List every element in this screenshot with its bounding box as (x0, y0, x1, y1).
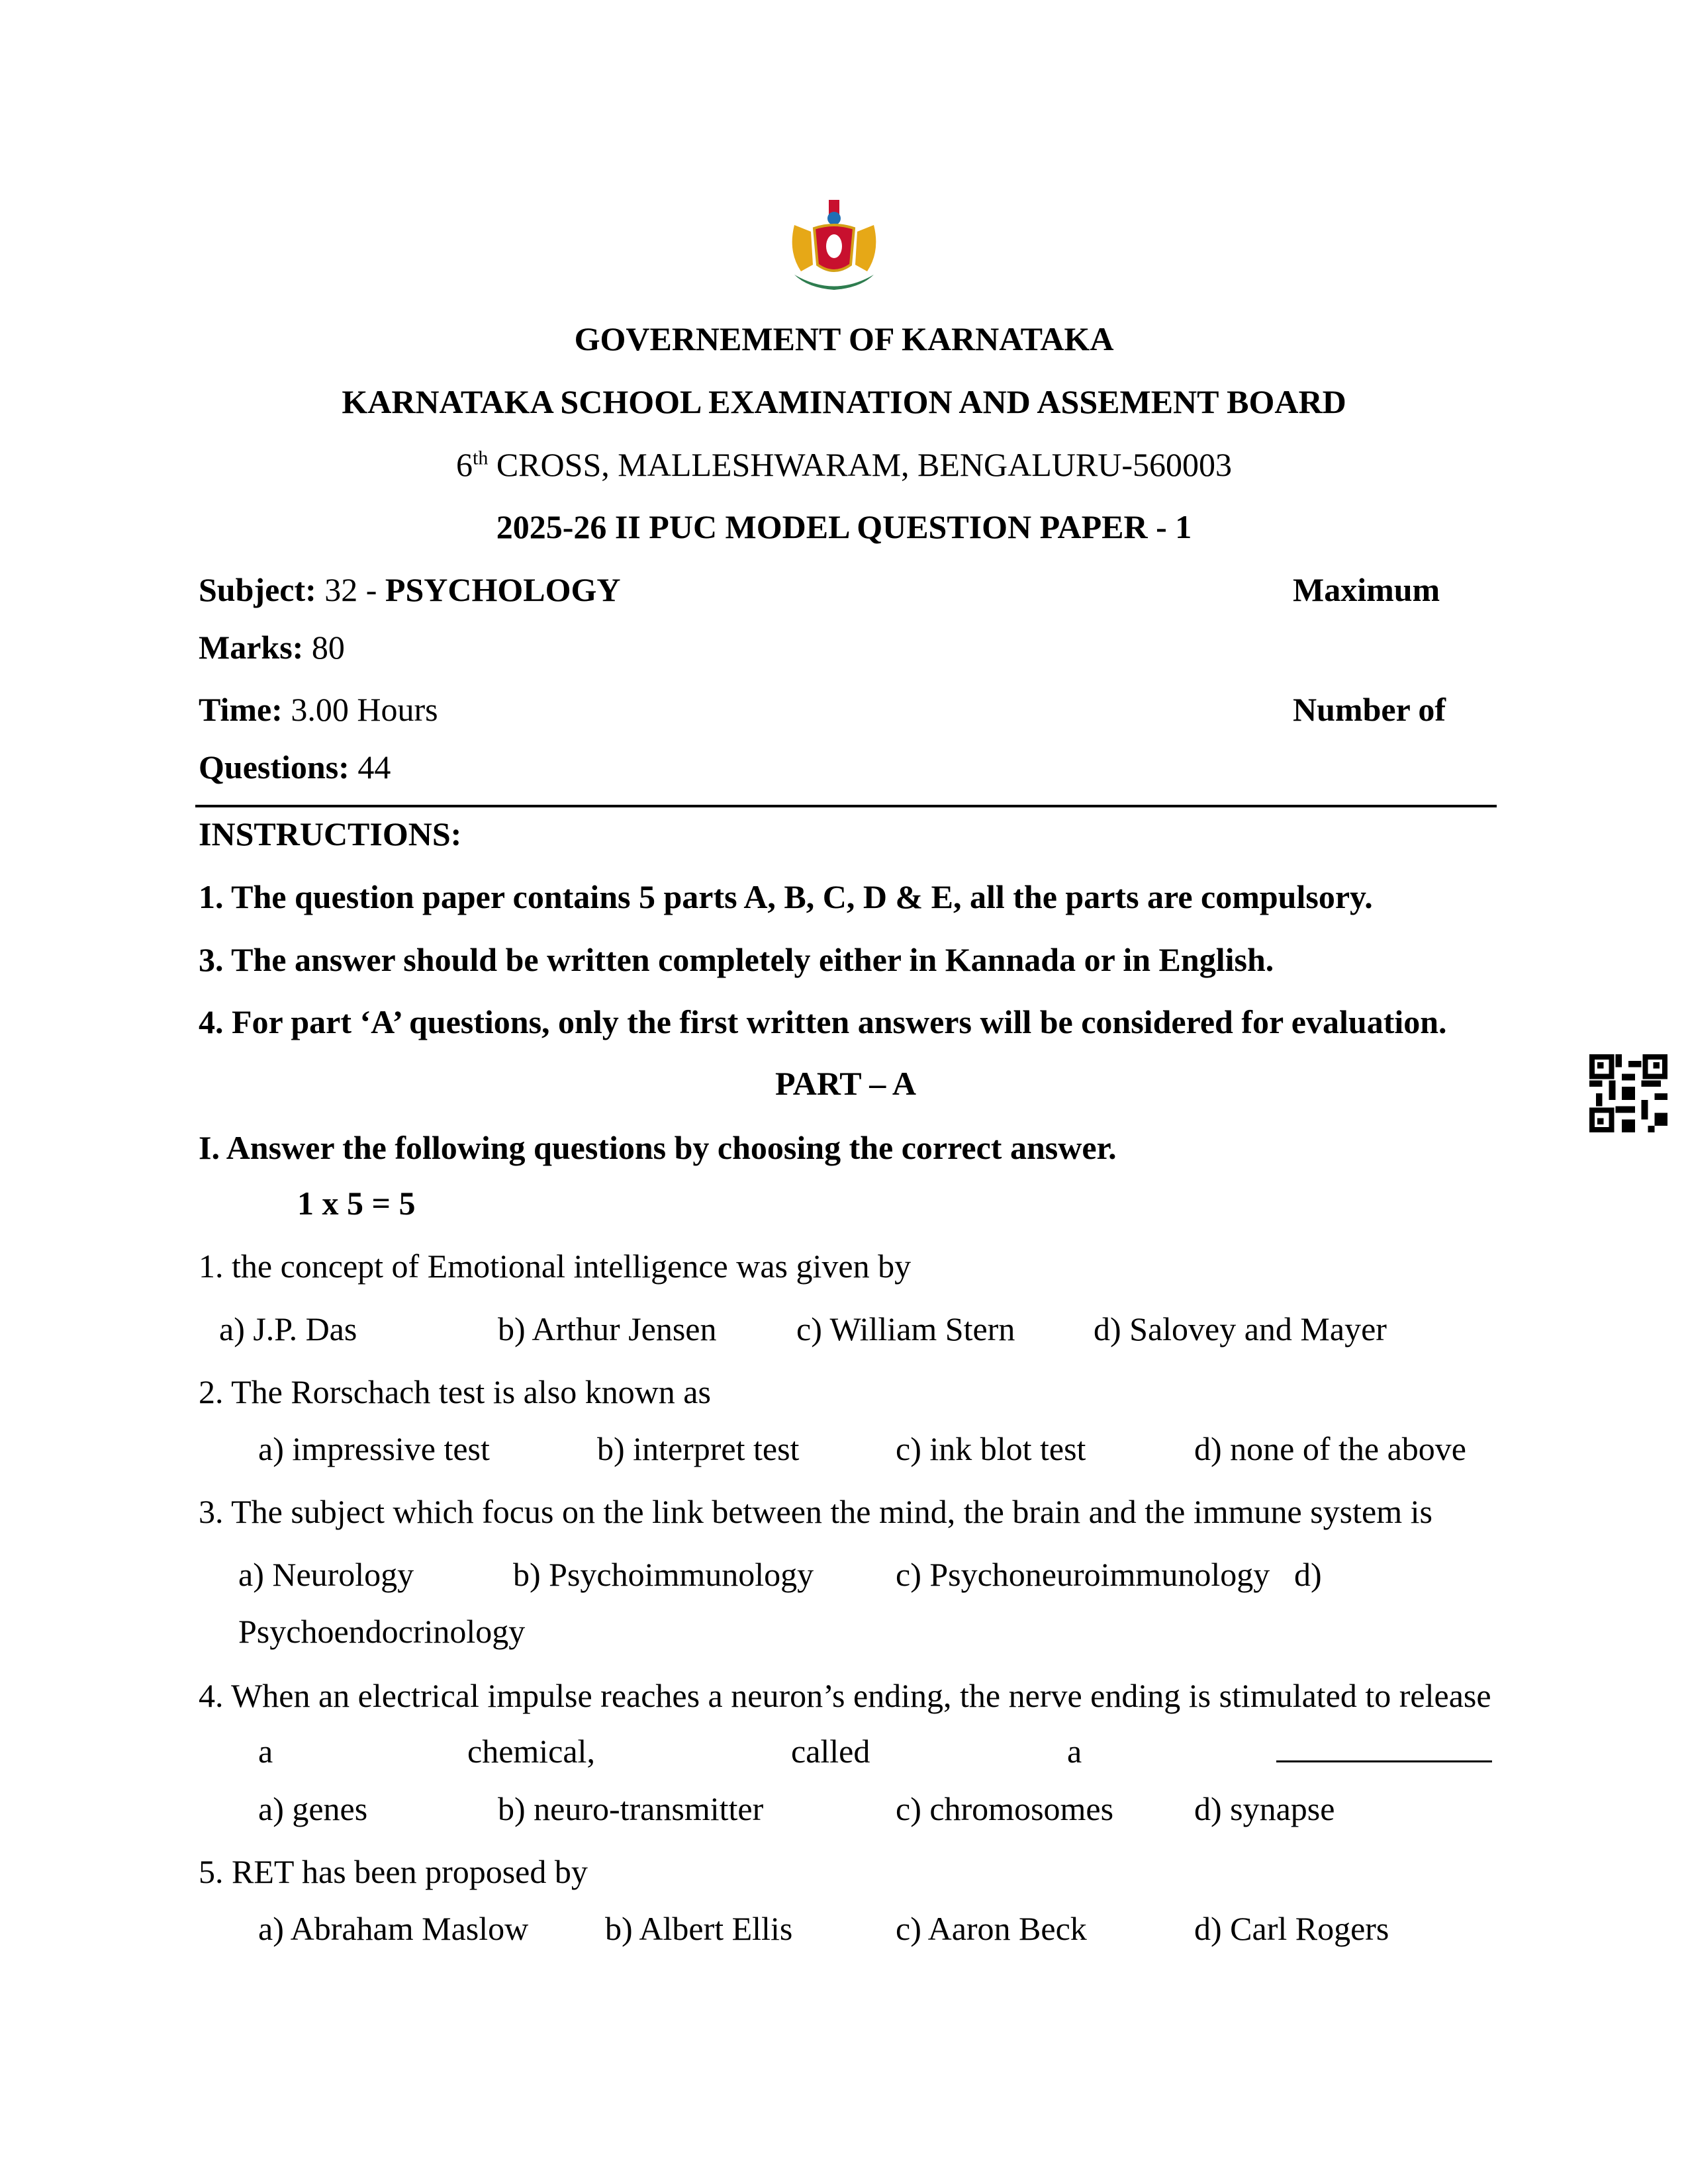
question-4-continuation: a (258, 1733, 273, 1770)
address-superscript: th (472, 447, 489, 469)
subject-label: Subject: (199, 571, 316, 608)
section-instruction: I. Answer the following questions by choosing the correct answer. (199, 1129, 1117, 1166)
option-b: b) Arthur Jensen (498, 1310, 717, 1347)
option-d: d) Salovey and Mayer (1094, 1310, 1387, 1347)
instructions-heading: INSTRUCTIONS: (199, 815, 462, 852)
address-rest: CROSS, MALLESHWARAM, BENGALURU-560003 (488, 446, 1233, 483)
address-number: 6 (455, 446, 473, 483)
question-3: 3. The subject which focus on the link between the mind, the brain and the immune system is (199, 1493, 1432, 1530)
question-4: 4. When an electrical impulse reaches a neuron’s ending, the nerve ending is stimulated to release (199, 1677, 1491, 1714)
option-d: d) Carl Rogers (1194, 1910, 1389, 1947)
maximum-label: Maximum (1293, 571, 1440, 608)
option-a: a) impressive test (258, 1430, 490, 1467)
questions-value: 44 (349, 749, 391, 786)
option-b: b) neuro-transmitter (498, 1790, 764, 1827)
questions-line (199, 747, 391, 787)
marks-value: 80 (303, 629, 345, 666)
question-4-continuation: chemical, (467, 1733, 595, 1770)
option-a: a) J.P. Das (219, 1310, 357, 1347)
answer-blank (1276, 1731, 1492, 1771)
option-a: a) Abraham Maslow (258, 1910, 529, 1947)
questions-label: Questions: (199, 749, 350, 786)
time-line (199, 690, 438, 729)
time-value: 3.00 Hours (282, 691, 438, 728)
board-title: KARNATAKA SCHOOL EXAMINATION AND ASSEMENT BOARD (342, 383, 1346, 420)
board-address (0, 445, 1688, 484)
option-a: a) genes (258, 1790, 368, 1827)
option-b: b) Albert Ellis (605, 1910, 793, 1947)
option-d: d) synapse (1194, 1790, 1335, 1827)
option-d: d) none of the above (1194, 1430, 1466, 1467)
government-title: GOVERNEMENT OF KARNATAKA (574, 320, 1114, 357)
time-label: Time: (199, 691, 283, 728)
paper-title: 2025-26 II PUC MODEL QUESTION PAPER - 1 (496, 508, 1192, 545)
subject-line (199, 570, 621, 610)
karnataka-emblem (781, 199, 887, 295)
question-4-continuation: a (1067, 1733, 1082, 1770)
instruction-item: 3. The answer should be written completely either in Kannada or in English. (199, 941, 1274, 978)
option-c: c) Psychoneuroimmunology (896, 1556, 1270, 1593)
option-b: b) interpret test (597, 1430, 800, 1467)
marks-label: Marks: (199, 629, 304, 666)
option-c: c) chromosomes (896, 1790, 1114, 1827)
option-c: c) William Stern (796, 1310, 1015, 1347)
option-d-label: d) (1294, 1556, 1322, 1593)
part-a-title: PART – A (774, 1065, 917, 1102)
option-b: b) Psychoimmunology (513, 1556, 814, 1593)
question-2: 2. The Rorschach test is also known as (199, 1373, 711, 1410)
option-a: a) Neurology (238, 1556, 414, 1593)
subject-name: PSYCHOLOGY (385, 571, 621, 608)
option-c: c) ink blot test (896, 1430, 1086, 1467)
subject-code: 32 - (316, 571, 385, 608)
divider-line (195, 805, 1497, 807)
question-5: 5. RET has been proposed by (199, 1853, 588, 1890)
question-1: 1. the concept of Emotional intelligence was given by (199, 1248, 912, 1285)
marks-line (199, 627, 345, 667)
number-of-label: Number of (1293, 691, 1446, 728)
section-marks: 1 x 5 = 5 (297, 1185, 416, 1222)
question-4-continuation: called (791, 1733, 870, 1770)
option-c: c) Aaron Beck (896, 1910, 1087, 1947)
instruction-item: 4. For part ‘A’ questions, only the first written answers will be considered for evaluation. (199, 1003, 1447, 1040)
option-d-text: Psychoendocrinology (238, 1613, 526, 1650)
instruction-item: 1. The question paper contains 5 parts A, B, C, D & E, all the parts are compulsory. (199, 878, 1373, 915)
qr-code (1589, 1054, 1668, 1132)
